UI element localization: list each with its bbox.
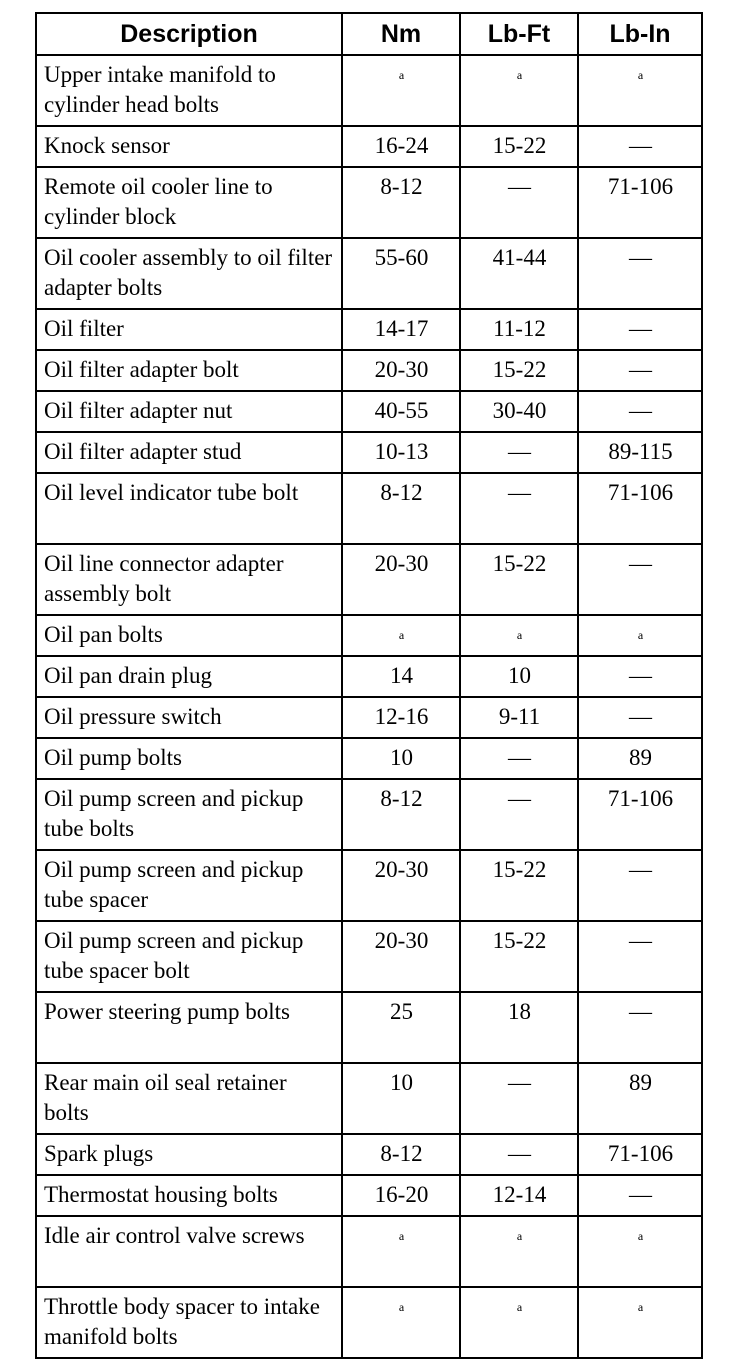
lb-ft-cell: a: [460, 1287, 578, 1358]
nm-cell: 8-12: [342, 779, 460, 850]
description-cell: Oil pump screen and pickup tube spacer bolt: [36, 921, 342, 992]
lb-ft-cell: a: [460, 1216, 578, 1287]
nm-cell: 8-12: [342, 167, 460, 238]
description-cell: Idle air control valve screws: [36, 1216, 342, 1287]
lb-ft-cell: 15-22: [460, 126, 578, 167]
table-row: [36, 544, 702, 615]
lb-in-cell: —: [578, 309, 702, 350]
lb-ft-cell: —: [460, 1063, 578, 1134]
lb-in-cell: —: [578, 126, 702, 167]
description-cell: Oil filter adapter nut: [36, 391, 342, 432]
lb-ft-cell: 12-14: [460, 1175, 578, 1216]
lb-ft-cell: 10: [460, 656, 578, 697]
lb-ft-cell: —: [460, 738, 578, 779]
nm-cell: 14-17: [342, 309, 460, 350]
table-row: [36, 126, 702, 167]
table-row: [36, 1216, 702, 1287]
nm-cell: a: [342, 1287, 460, 1358]
nm-cell: 20-30: [342, 544, 460, 615]
nm-cell: a: [342, 615, 460, 656]
lb-in-cell: 71-106: [578, 1134, 702, 1175]
description-cell: Oil pump bolts: [36, 738, 342, 779]
header-lb-ft: Lb-Ft: [460, 13, 578, 55]
lb-in-cell: 71-106: [578, 779, 702, 850]
description-cell: Oil filter adapter stud: [36, 432, 342, 473]
description-cell: Oil pan drain plug: [36, 656, 342, 697]
description-cell: Power steering pump bolts: [36, 992, 342, 1063]
description-cell: Oil filter adapter bolt: [36, 350, 342, 391]
lb-in-cell: —: [578, 697, 702, 738]
nm-cell: 16-20: [342, 1175, 460, 1216]
lb-in-cell: —: [578, 850, 702, 921]
lb-in-cell: —: [578, 238, 702, 309]
lb-ft-cell: 30-40: [460, 391, 578, 432]
description-cell: Oil filter: [36, 309, 342, 350]
lb-in-cell: a: [578, 55, 702, 126]
table-row: [36, 167, 702, 238]
table-row: [36, 238, 702, 309]
table-row: [36, 473, 702, 544]
table-row: [36, 350, 702, 391]
lb-in-cell: —: [578, 921, 702, 992]
nm-cell: 16-24: [342, 126, 460, 167]
lb-in-cell: —: [578, 992, 702, 1063]
description-cell: Knock sensor: [36, 126, 342, 167]
lb-ft-cell: —: [460, 1134, 578, 1175]
table-row: [36, 921, 702, 992]
lb-ft-cell: 15-22: [460, 544, 578, 615]
lb-ft-cell: a: [460, 55, 578, 126]
table-row: [36, 1134, 702, 1175]
nm-cell: 25: [342, 992, 460, 1063]
table-row: [36, 615, 702, 656]
header-lb-in: Lb-In: [578, 13, 702, 55]
description-cell: Oil pan bolts: [36, 615, 342, 656]
nm-cell: 10: [342, 1063, 460, 1134]
header-row: [36, 13, 702, 55]
description-cell: Oil line connector adapter assembly bolt: [36, 544, 342, 615]
lb-in-cell: a: [578, 1287, 702, 1358]
nm-cell: 12-16: [342, 697, 460, 738]
lb-ft-cell: 15-22: [460, 921, 578, 992]
table-row: [36, 1175, 702, 1216]
table-row: [36, 391, 702, 432]
lb-ft-cell: —: [460, 779, 578, 850]
table-row: [36, 779, 702, 850]
description-cell: Oil pump screen and pickup tube bolts: [36, 779, 342, 850]
table-row: [36, 850, 702, 921]
lb-in-cell: —: [578, 1175, 702, 1216]
lb-in-cell: —: [578, 350, 702, 391]
lb-in-cell: 89: [578, 1063, 702, 1134]
table-row: [36, 1063, 702, 1134]
table-row: [36, 697, 702, 738]
description-cell: Remote oil cooler line to cylinder block: [36, 167, 342, 238]
lb-ft-cell: —: [460, 167, 578, 238]
description-cell: Throttle body spacer to intake manifold bolts: [36, 1287, 342, 1358]
nm-cell: a: [342, 1216, 460, 1287]
table-row: [36, 738, 702, 779]
description-cell: Upper intake manifold to cylinder head bolts: [36, 55, 342, 126]
description-cell: Thermostat housing bolts: [36, 1175, 342, 1216]
lb-in-cell: —: [578, 544, 702, 615]
lb-ft-cell: —: [460, 473, 578, 544]
table-row: [36, 992, 702, 1063]
nm-cell: 14: [342, 656, 460, 697]
description-cell: Oil cooler assembly to oil filter adapter bolts: [36, 238, 342, 309]
table-row: [36, 1287, 702, 1358]
lb-in-cell: 71-106: [578, 167, 702, 238]
nm-cell: 20-30: [342, 921, 460, 992]
lb-ft-cell: —: [460, 432, 578, 473]
description-cell: Rear main oil seal retainer bolts: [36, 1063, 342, 1134]
lb-in-cell: a: [578, 1216, 702, 1287]
torque-spec-table: [35, 12, 703, 1359]
nm-cell: 8-12: [342, 473, 460, 544]
lb-ft-cell: 18: [460, 992, 578, 1063]
nm-cell: 20-30: [342, 350, 460, 391]
lb-in-cell: 71-106: [578, 473, 702, 544]
lb-in-cell: —: [578, 391, 702, 432]
nm-cell: 8-12: [342, 1134, 460, 1175]
nm-cell: 10: [342, 738, 460, 779]
description-cell: Spark plugs: [36, 1134, 342, 1175]
table-row: [36, 656, 702, 697]
lb-in-cell: a: [578, 615, 702, 656]
lb-ft-cell: a: [460, 615, 578, 656]
lb-ft-cell: 11-12: [460, 309, 578, 350]
description-cell: Oil pump screen and pickup tube spacer: [36, 850, 342, 921]
nm-cell: a: [342, 55, 460, 126]
lb-in-cell: —: [578, 656, 702, 697]
lb-ft-cell: 9-11: [460, 697, 578, 738]
nm-cell: 55-60: [342, 238, 460, 309]
table-row: [36, 55, 702, 126]
lb-in-cell: 89-115: [578, 432, 702, 473]
header-nm: Nm: [342, 13, 460, 55]
nm-cell: 10-13: [342, 432, 460, 473]
description-cell: Oil level indicator tube bolt: [36, 473, 342, 544]
lb-ft-cell: 15-22: [460, 850, 578, 921]
header-description: Description: [36, 13, 342, 55]
nm-cell: 20-30: [342, 850, 460, 921]
table-row: [36, 432, 702, 473]
nm-cell: 40-55: [342, 391, 460, 432]
description-cell: Oil pressure switch: [36, 697, 342, 738]
lb-in-cell: 89: [578, 738, 702, 779]
lb-ft-cell: 15-22: [460, 350, 578, 391]
table-row: [36, 309, 702, 350]
lb-ft-cell: 41-44: [460, 238, 578, 309]
